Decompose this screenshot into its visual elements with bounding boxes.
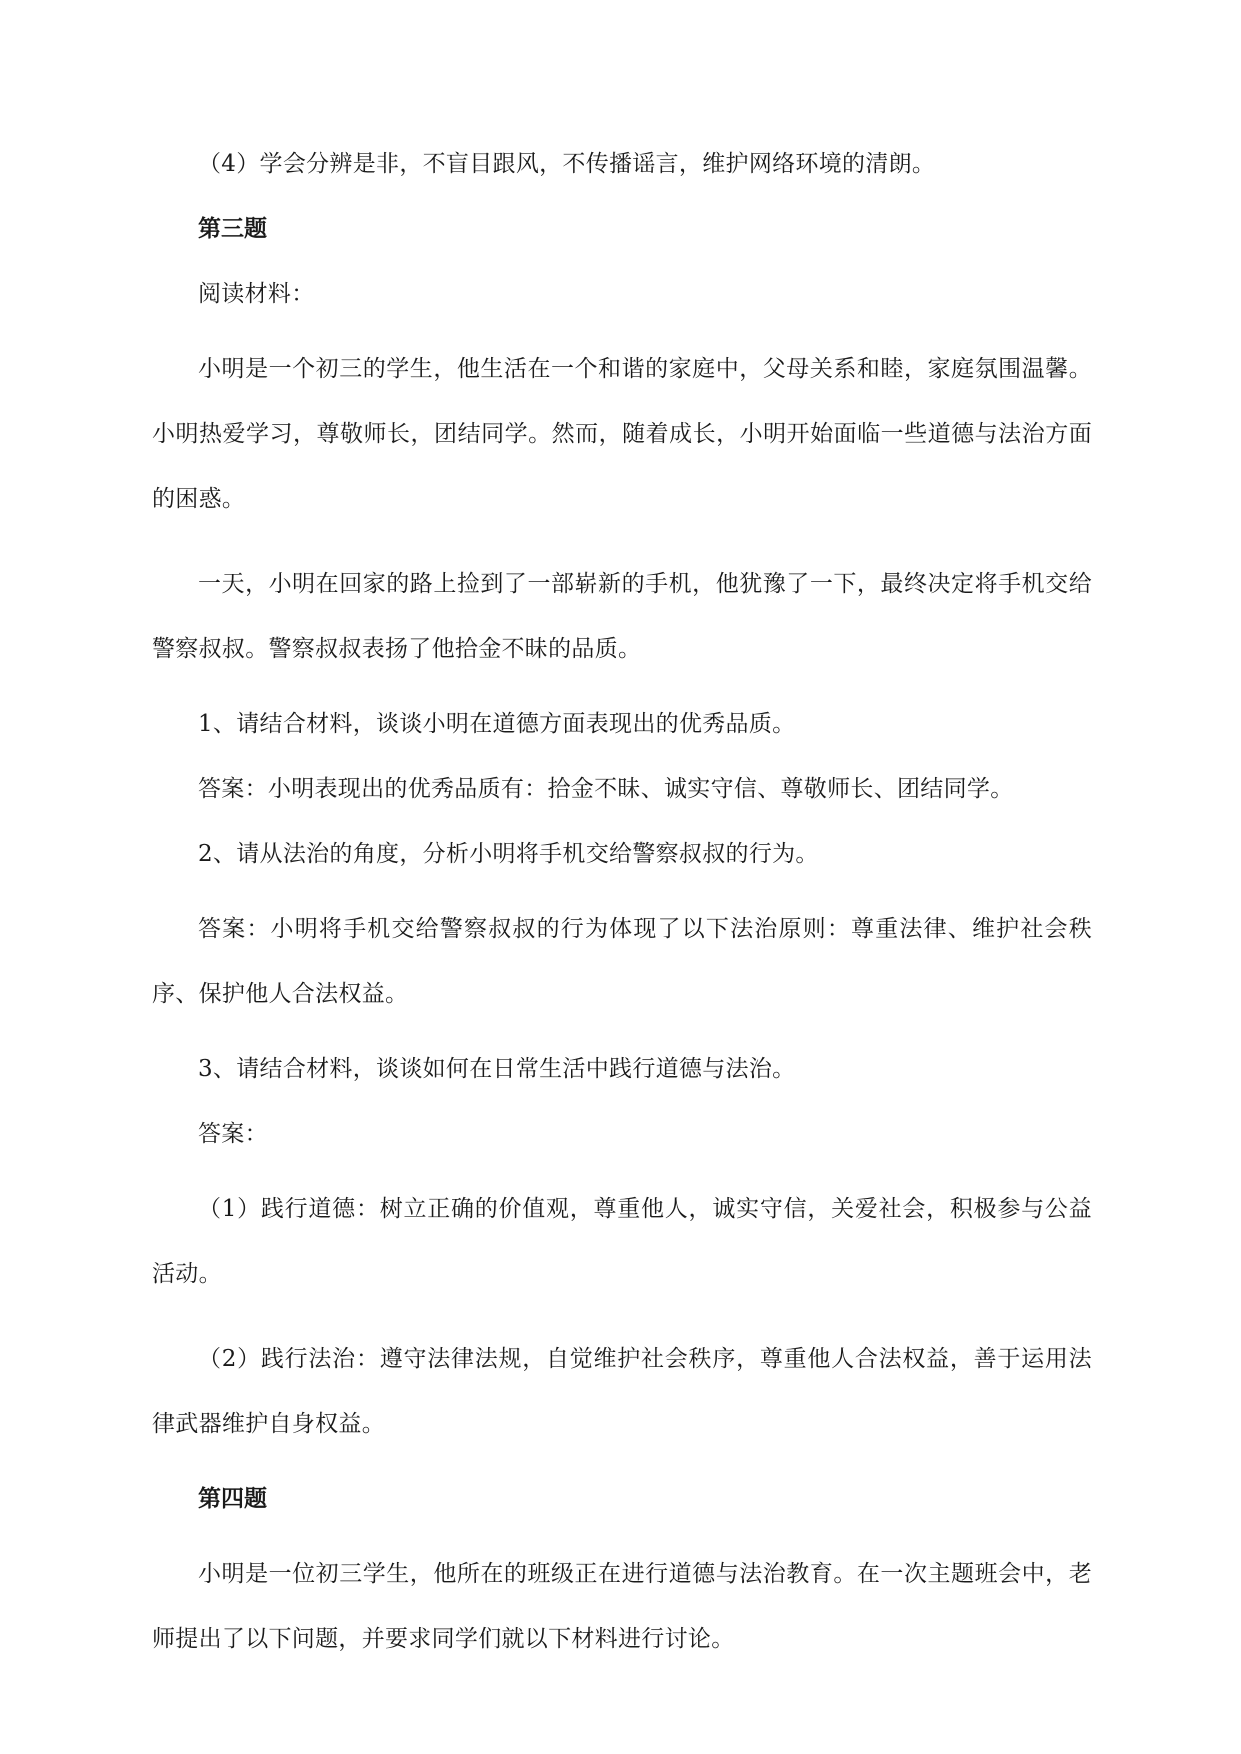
section-4-paragraph: 小明是一位初三学生，他所在的班级正在进行道德与法治教育。在一次主题班会中，老师提出了以下问题，并要求同学们就以下材料进行讨论。 — [152, 1561, 1092, 1652]
question-1: 1、请结合材料，谈谈小明在道德方面表现出的优秀品质。 — [198, 711, 796, 737]
answer-3-label: 答案： — [198, 1121, 268, 1147]
document-body — [152, 142, 1092, 1692]
answer-1: 答案：小明表现出的优秀品质有：拾金不昧、诚实守信、尊敬师长、团结同学。 — [198, 776, 1014, 802]
question-3: 3、请结合材料，谈谈如何在日常生活中践行道德与法治。 — [198, 1056, 796, 1082]
question-2: 2、请从法治的角度，分析小明将手机交给警察叔叔的行为。 — [198, 841, 819, 867]
section-3-heading: 第三题 — [198, 216, 267, 242]
answer-3-part-2: （2）践行法治：遵守法律法规，自觉维护社会秩序，尊重他人合法权益，善于运用法律武器维护自身权益。 — [152, 1346, 1092, 1437]
answer-3-part-1: （1）践行道德：树立正确的价值观，尊重他人，诚实守信，关爱社会，积极参与公益活动。 — [152, 1196, 1092, 1287]
answer-2: 答案：小明将手机交给警察叔叔的行为体现了以下法治原则：尊重法律、维护社会秩序、保护他人合法权益。 — [152, 916, 1092, 1007]
material-paragraph-1: 小明是一个初三的学生，他生活在一个和谐的家庭中，父母关系和睦，家庭氛围温馨。小明热爱学习，尊敬师长，团结同学。然而，随着成长，小明开始面临一些道德与法治方面的困惑。 — [152, 356, 1092, 512]
material-paragraph-2: 一天，小明在回家的路上捡到了一部崭新的手机，他犹豫了一下，最终决定将手机交给警察叔叔。警察叔叔表扬了他拾金不昧的品质。 — [152, 571, 1092, 662]
reading-material-label: 阅读材料： — [198, 281, 315, 307]
item-4-text: （4）学会分辨是非，不盲目跟风，不传播谣言，维护网络环境的清朗。 — [198, 151, 936, 177]
section-4-heading: 第四题 — [198, 1486, 267, 1512]
